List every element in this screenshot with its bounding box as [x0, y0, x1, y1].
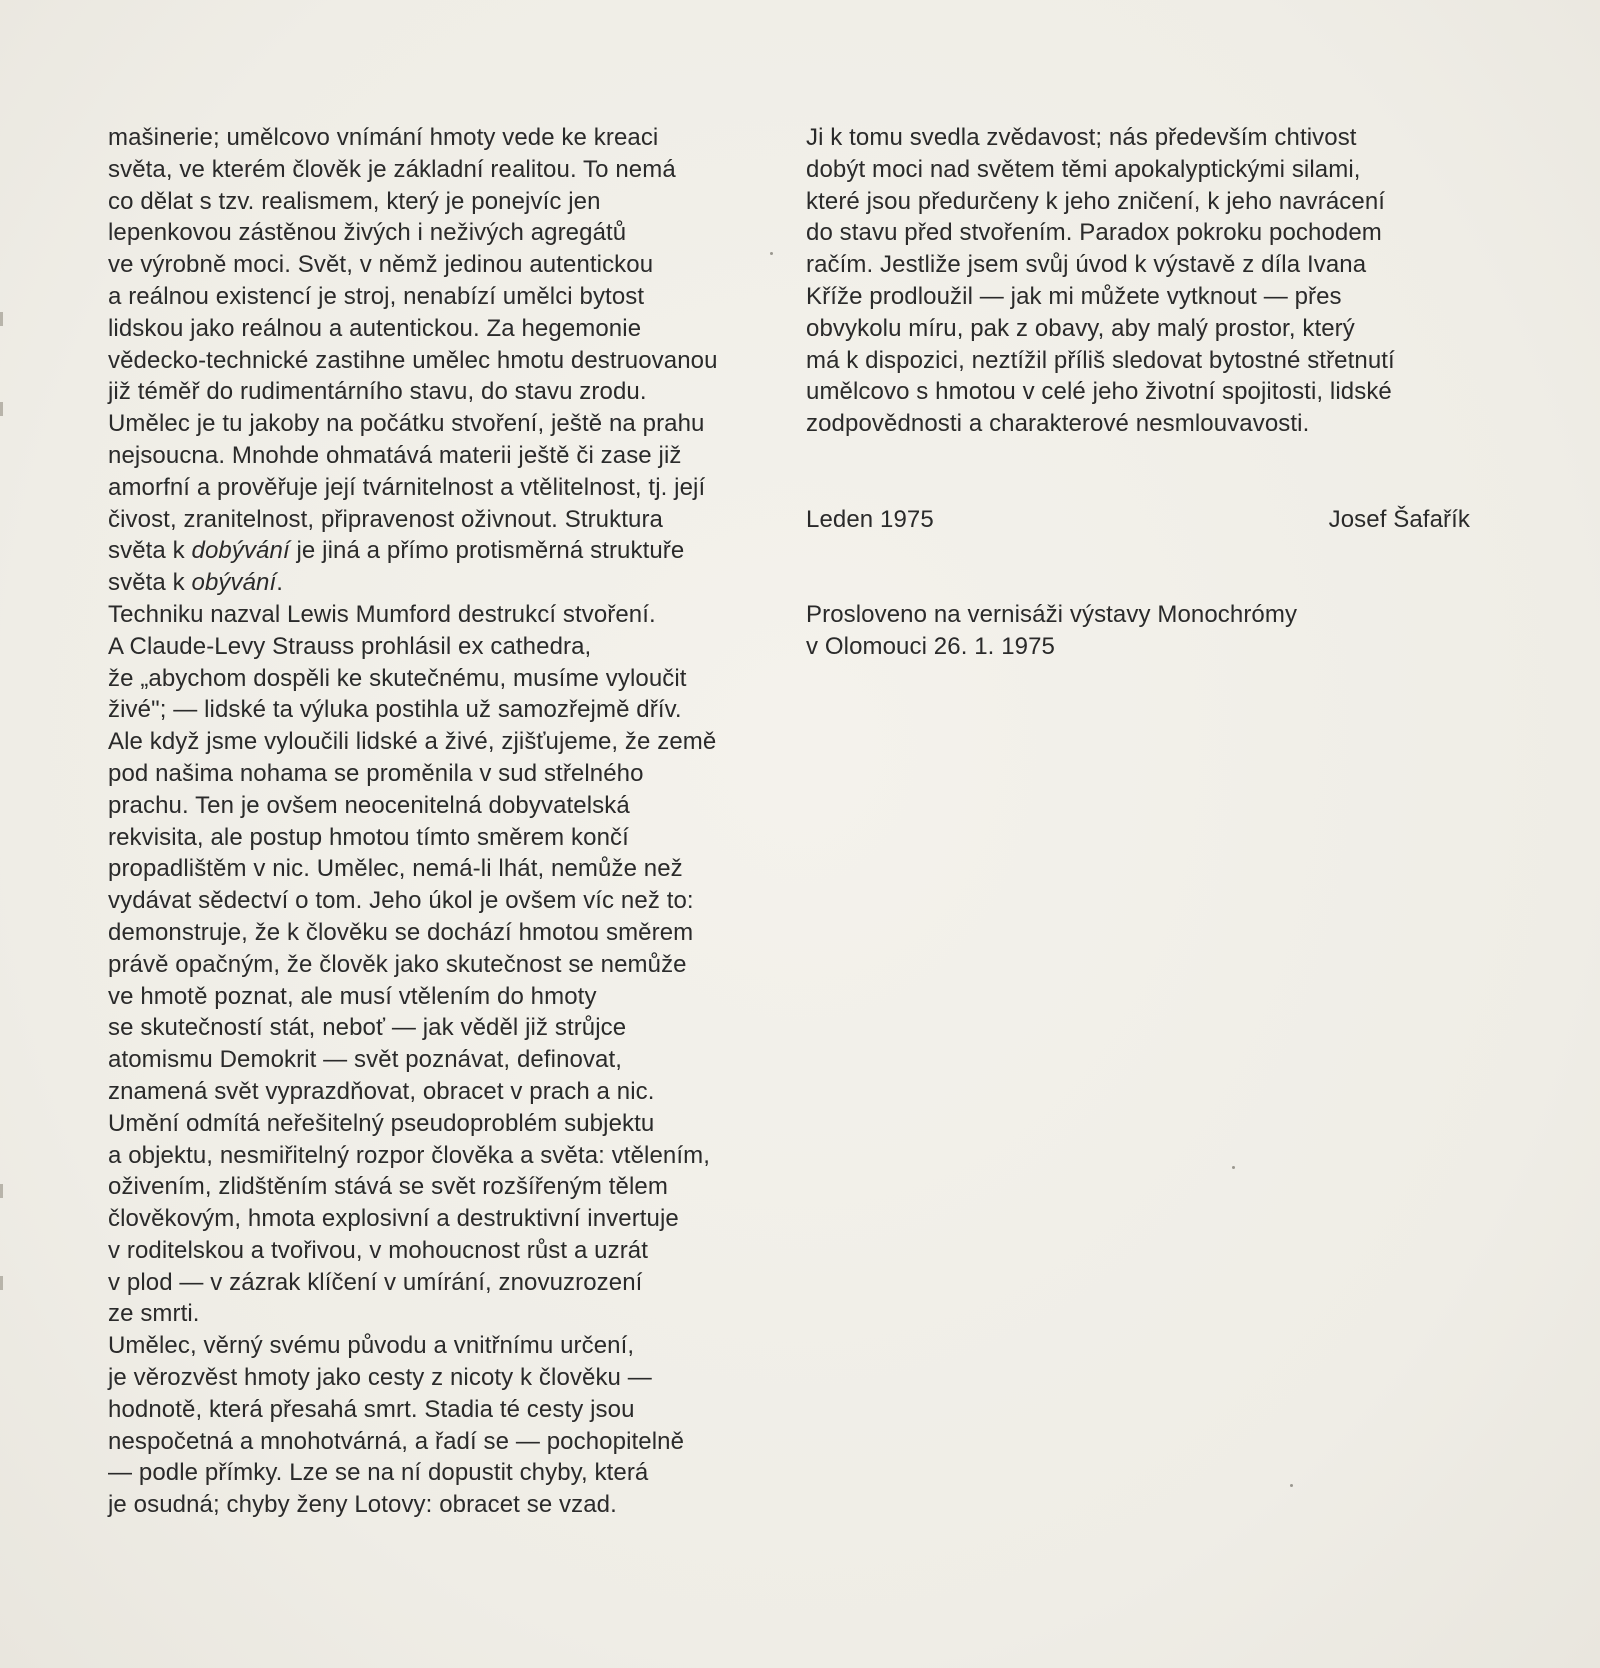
- text-line: pod našima nohama se proměnila v sud střelného: [108, 759, 644, 787]
- text-line: živé"; — lidské ta výluka postihla už samozřejmě dřív.: [108, 696, 682, 724]
- text-line: znamená svět vyprazdňovat, obracet v prach a nic.: [108, 1077, 655, 1105]
- text-line: mašinerie; umělcovo vnímání hmoty vede ke kreaci: [108, 124, 659, 151]
- text-line: ve hmotě poznat, ale musí vtělením do hmoty: [108, 982, 597, 1010]
- paper-speck: [1232, 1166, 1235, 1169]
- text-line: lepenkovou zástěnou živých i neživých agregátů: [108, 219, 627, 247]
- text-fragment: .: [276, 569, 284, 597]
- text-line: které jsou předurčeny k jeho zničení, k jeho navrácení: [806, 187, 1386, 215]
- text-line: ve výrobně moci. Svět, v němž jedinou autentickou: [108, 251, 654, 279]
- text-line: — podle přímky. Lze se na ní dopustit chyby, která: [108, 1459, 649, 1487]
- edge-mark: [0, 1184, 3, 1198]
- signature-row: [806, 504, 1470, 536]
- text-line: vydávat sědectví o tom. Jeho úkol je ovšem víc než to:: [108, 887, 694, 915]
- text-line: prachu. Ten je ovšem neocenitelná dobyvatelská: [108, 791, 630, 819]
- text-line: amorfní a prověřuje její tvárnitelnost a vtělitelnost, tj. její: [108, 473, 706, 501]
- text-line: ze smrti.: [108, 1300, 200, 1328]
- text-fragment: je jiná a přímo protisměrná struktuře: [289, 537, 685, 565]
- text-line: má k dispozici, neztížil příliš sledovat bytostné střetnutí: [806, 346, 1395, 374]
- text-line-with-italic: [108, 535, 788, 567]
- text-line: oživením, zlidštěním stává se svět rozšířeným tělem: [108, 1173, 668, 1201]
- text-line: čivost, zranitelnost, připravenost oživnout. Struktura: [108, 505, 663, 533]
- paper-speck: [1290, 1484, 1293, 1487]
- text-line: atomismu Demokrit — svět poznávat, definovat,: [108, 1046, 623, 1074]
- right-text-column: [806, 122, 1486, 663]
- paper-speck: [770, 252, 773, 255]
- text-line: co dělat s tzv. realismem, který je ponejvíc jen: [108, 187, 601, 215]
- italic-term: obývání: [191, 569, 277, 597]
- text-line: se skutečností stát, neboť — jak věděl již strůjce: [108, 1014, 627, 1042]
- text-line: vědecko-technické zastihne umělec hmotu destruovanou: [108, 346, 718, 374]
- text-line: světa, ve kterém člověk je základní realitou. To nemá: [108, 155, 676, 183]
- text-line: již téměř do rudimentárního stavu, do stavu zrodu.: [108, 378, 647, 406]
- text-line: Umělec, věrný svému původu a vnitřnímu určení,: [108, 1332, 635, 1360]
- text-line: Umělec je tu jakoby na počátku stvoření, ještě na prahu: [108, 410, 705, 438]
- text-line: člověkovým, hmota explosivní a destruktivní invertuje: [108, 1205, 679, 1233]
- text-line: zodpovědnosti a charakterové nesmlouvavosti.: [806, 410, 1310, 438]
- text-fragment: světa k: [108, 569, 192, 597]
- text-line: nejsoucna. Mnohde ohmatává materii ještě či zase již: [108, 441, 682, 469]
- text-line: Ale když jsme vyloučili lidské a živé, zjišťujeme, že země: [108, 728, 717, 756]
- text-line: dobýt moci nad světem těmi apokalyptickými silami,: [806, 155, 1361, 183]
- text-line: je osudná; chyby ženy Lotovy: obracet se vzad.: [108, 1491, 617, 1519]
- text-line: že „abychom dospěli ke skutečnému, musíme vyloučit: [108, 664, 687, 692]
- text-line-with-italic: [108, 567, 788, 599]
- text-fragment: světa k: [108, 537, 192, 565]
- note-line: Prosloveno na vernisáži výstavy Monochrómy: [806, 600, 1298, 628]
- text-line: Ji k tomu svedla zvědavost; nás především chtivost: [806, 124, 1357, 151]
- author-name: Josef Šafařík: [1328, 505, 1470, 533]
- text-line: račím. Jestliže jsem svůj úvod k výstavě z díla Ivana: [806, 251, 1367, 279]
- note-line: v Olomouci 26. 1. 1975: [806, 632, 1056, 660]
- italic-term: dobývání: [191, 537, 290, 565]
- text-line: a reálnou existencí je stroj, nenabízí umělci bytost: [108, 282, 645, 310]
- text-line: nespočetná a mnohotvárná, a řadí se — pochopitelně: [108, 1427, 685, 1455]
- edge-mark: [0, 402, 3, 416]
- text-line: demonstruje, že k člověku se dochází hmotou směrem: [108, 918, 694, 946]
- text-line: v roditelskou a tvořivou, v mohoucnost růst a uzrát: [108, 1236, 649, 1264]
- text-line: Techniku nazval Lewis Mumford destrukcí stvoření.: [108, 600, 656, 628]
- text-line: právě opačným, že člověk jako skutečnost se nemůže: [108, 950, 687, 978]
- spacer: [806, 535, 1486, 599]
- text-line: a objektu, nesmiřitelný rozpor člověka a světa: vtělením,: [108, 1141, 710, 1169]
- text-line: do stavu před stvořením. Paradox pokroku pochodem: [806, 219, 1382, 247]
- edge-mark: [0, 1276, 3, 1290]
- text-line: Umění odmítá neřešitelný pseudoproblém subjektu: [108, 1109, 655, 1137]
- text-line: rekvisita, ale postup hmotou tímto směrem končí: [108, 823, 629, 851]
- date-text: Leden 1975: [806, 505, 934, 533]
- spacer: [806, 440, 1486, 504]
- text-line: hodnotě, která přesahá smrt. Stadia té cesty jsou: [108, 1395, 635, 1423]
- text-line: A Claude-Levy Strauss prohlásil ex cathedra,: [108, 632, 592, 660]
- text-line: lidskou jako reálnou a autentickou. Za hegemonie: [108, 314, 642, 342]
- text-line: obvykolu míru, pak z obavy, aby malý prostor, který: [806, 314, 1355, 342]
- edge-mark: [0, 312, 3, 326]
- text-line: umělcovo s hmotou v celé jeho životní spojitosti, lidské: [806, 378, 1392, 406]
- text-line: v plod — v zázrak klíčení v umírání, znovuzrození: [108, 1268, 643, 1296]
- text-line: je věrozvěst hmoty jako cesty z nicoty k člověku —: [108, 1364, 652, 1392]
- text-line: Kříže prodloužil — jak mi můžete vytknout — přes: [806, 282, 1342, 310]
- text-line: propadlištěm v nic. Umělec, nemá-li lhát, nemůže než: [108, 855, 683, 883]
- left-text-column: [108, 122, 788, 1521]
